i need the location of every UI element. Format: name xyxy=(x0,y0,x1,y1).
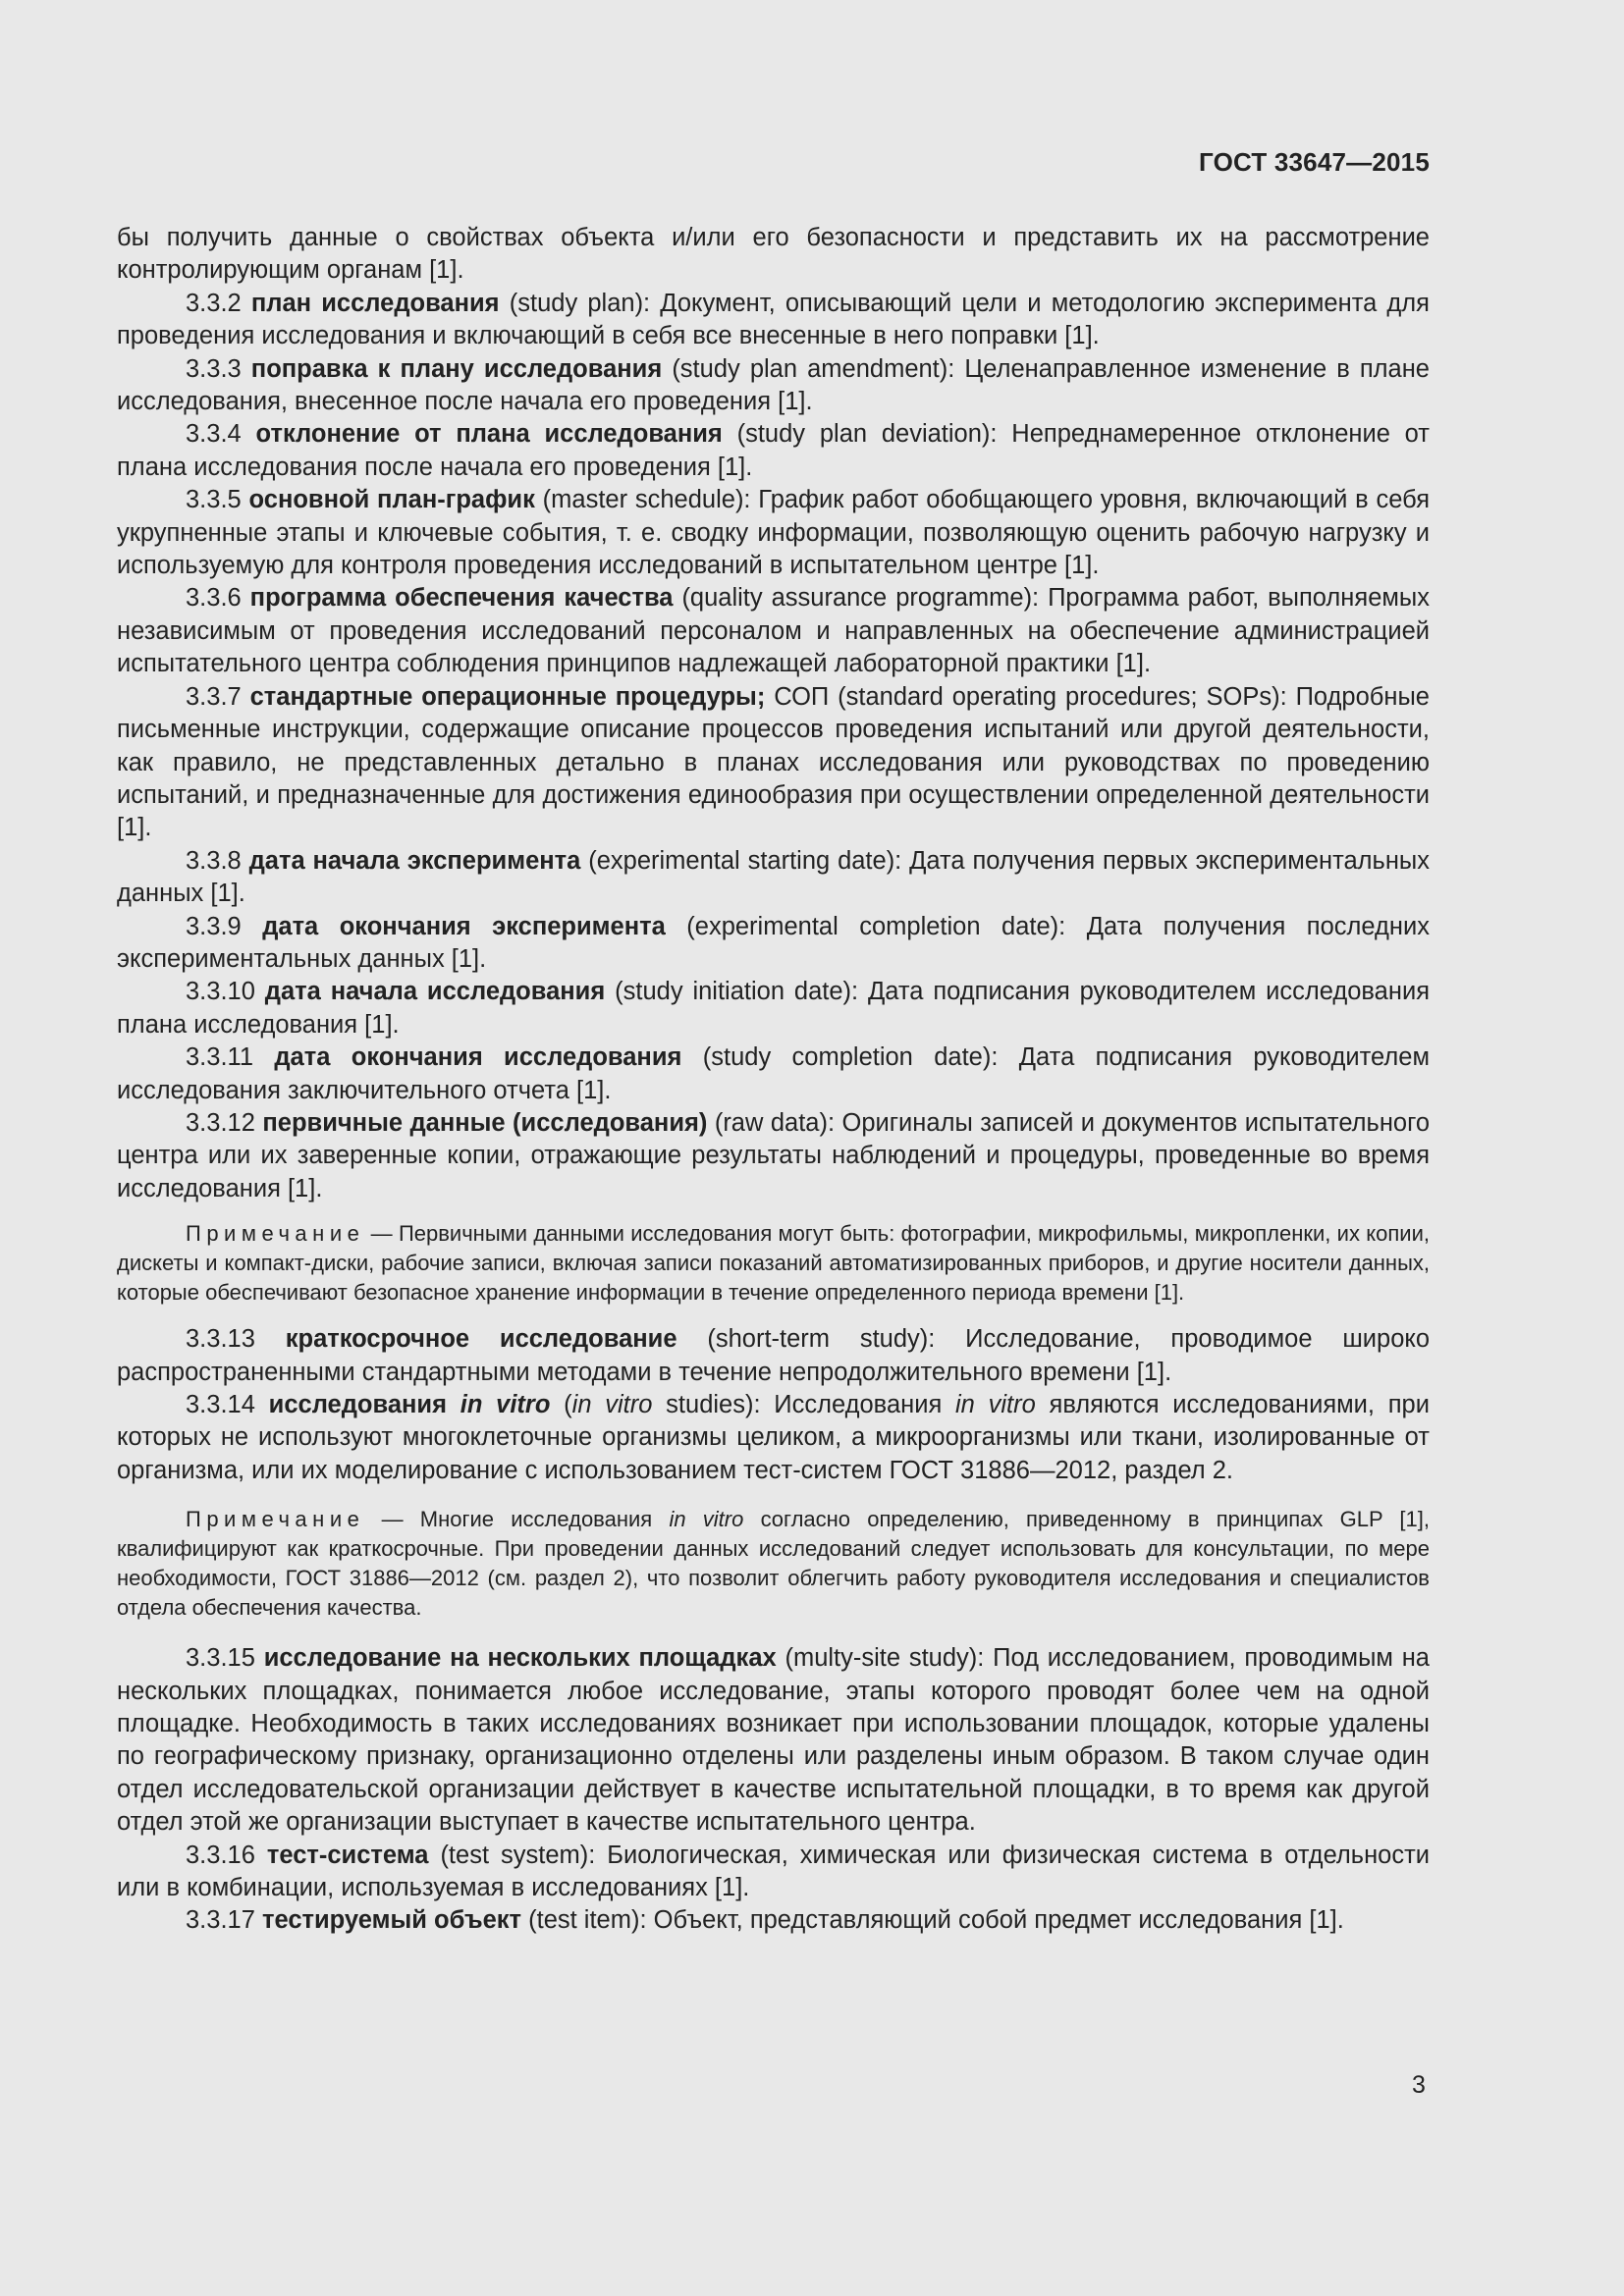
term: дата окончания эксперимента xyxy=(262,912,666,940)
document-body xyxy=(117,222,1430,1938)
term: дата начала исследования xyxy=(264,978,606,1006)
definition-text: (multy-site study): Под исследованием, проводимым на нескольких площадках, понимается любое исследование, этапы которого проводят более чем на одной площадке. Необходимость в таких исследованиях возникает при использовании площадок, которые удалены по географическому признаку, организационно отделены или разделены иным образом. В таком случае один отдел исследовательской организации действует в качестве испытательной площадки, в то время как другой отдел этой же организации выступает в качестве испытательного центра. xyxy=(117,1644,1430,1837)
note-raw-data xyxy=(117,1219,1430,1308)
clause-number: 3.3.8 xyxy=(186,846,242,875)
definition-3-3-15 xyxy=(117,1642,1430,1839)
definition-3-3-6 xyxy=(117,582,1430,680)
clause-number: 3.3.17 xyxy=(186,1906,255,1935)
clause-number: 3.3.14 xyxy=(186,1391,255,1418)
definition-text: (master schedule): График работ обобщающего уровня, включающий в себя укрупненные этапы и ключевые события, т. е. сводку информации, позволяющую оценить рабочую нагрузку и используемую для контроля проведения исследований в испытательном центре [1]. xyxy=(117,486,1430,580)
definition-3-3-4 xyxy=(117,418,1430,484)
note-label: Примечание xyxy=(186,1221,365,1247)
clause-number: 3.3.7 xyxy=(186,682,242,711)
clause-number: 3.3.3 xyxy=(186,354,242,383)
definition-3-3-14: 3.3.14 исследования in vitro (in vitro studies): Исследования in vitro являются исследованиями, при которых не используют многоклеточные организмы целиком, а микроорганизмы или ткани, изолированные от организма, или их моделирование с использованием тест-систем ГОСТ 31886—2012, раздел 2. xyxy=(117,1391,1430,1484)
note-text: — Первичными данными исследования могут быть: фотографии, микрофильмы, микропленки, их копии, дискеты и компакт-диски, рабочие записи, включая записи показаний автоматизированных приборов, и другие носители данных, которые обеспечивают безопасное хранение информации в течение определенного периода времени [1]. xyxy=(117,1221,1430,1306)
term: отклонение от плана исследования xyxy=(255,420,723,449)
definition-3-3-11 xyxy=(117,1041,1430,1107)
clause-number: 3.3.2 xyxy=(186,289,242,317)
term: исследование на нескольких площадках xyxy=(263,1644,777,1673)
note-in-vitro: Примечание — Многие исследования in vitro согласно определению, приведенному в принципах GLP [1], квалифицируют как краткосрочные. При проведении данных исследований следует использовать для консультации, по мере необходимости, ГОСТ 31886—2012 (см. раздел 2), что позволит облегчить работу руководителя исследования и специалистов отдела обеспечения качества. xyxy=(117,1507,1431,1621)
term: поправка к плану исследования xyxy=(250,354,663,383)
clause-number: 3.3.15 xyxy=(186,1644,255,1673)
definition-text: (test item): Объект, представляющий собой предмет исследования [1]. xyxy=(528,1906,1344,1935)
definition-3-3-8 xyxy=(117,845,1430,911)
term: основной план-график xyxy=(248,486,535,514)
term: дата окончания исследования xyxy=(274,1043,682,1072)
definition-text: СОП (standard operating procedures; SOPs): Подробные письменные инструкции, содержащие описание процессов проведения испытаний или другой деятельности, как правило, не представленных детально в планах исследования или руководствах по проведению испытаний, и предназначенные для достижения единообразия при осуществлении определенной деятельности [1]. xyxy=(117,682,1430,842)
definition-text: (study plan): Документ, описывающий цели и методологию эксперимента для проведения исследования и включающий в себя все внесенные в него поправки [1]. xyxy=(117,289,1430,350)
definition-text: (experimental starting date): Дата получения первых экспериментальных данных [1]. xyxy=(117,846,1430,908)
clause-number: 3.3.4 xyxy=(186,420,242,449)
definition-3-3-2 xyxy=(117,288,1430,353)
definition-3-3-10 xyxy=(117,976,1430,1041)
term: стандартные операционные процедуры; xyxy=(249,682,766,711)
clause-number: 3.3.12 xyxy=(186,1108,255,1137)
definition-text: (study plan amendment): Целенаправленное изменение в плане исследования, внесенное после начала его проведения [1]. xyxy=(117,354,1430,416)
definition-3-3-16 xyxy=(117,1840,1430,1905)
term: исследования in vitro xyxy=(268,1391,551,1418)
definition-text: (experimental completion date): Дата получения последних экспериментальных данных [1]. xyxy=(117,912,1430,973)
definition-text: (study completion date): Дата подписания руководителем исследования заключительного отчета [1]. xyxy=(117,1043,1430,1104)
term: тест-система xyxy=(266,1841,429,1869)
definition-3-3-17 xyxy=(117,1904,1430,1937)
term: тестируемый объект xyxy=(262,1906,522,1935)
definition-3-3-12 xyxy=(117,1107,1430,1205)
term: краткосрочное исследование xyxy=(285,1325,677,1354)
clause-number: 3.3.6 xyxy=(186,584,242,613)
document-standard-id: ГОСТ 33647—2015 xyxy=(1199,147,1430,177)
definition-text: (short-term study): Исследование, проводимое широко распространенными стандартными методами в течение непродолжительного времени [1]. xyxy=(117,1325,1431,1386)
definition-3-3-5 xyxy=(117,484,1430,582)
note-label: Примечание xyxy=(186,1507,365,1532)
clause-number: 3.3.9 xyxy=(186,912,242,940)
term: план исследования xyxy=(250,289,500,317)
definition-3-3-7 xyxy=(117,681,1430,845)
clause-number: 3.3.11 xyxy=(186,1043,254,1072)
definition-text: (raw data): Оригиналы записей и документов испытательного центра или их заверенные копии, отражающие результаты наблюдений и процедуры, проведенные во время исследования [1]. xyxy=(117,1108,1431,1202)
clause-number: 3.3.5 xyxy=(186,486,242,514)
definition-text: (test system): Биологическая, химическая или физическая система в отдельности или в комбинации, используемая в исследованиях [1]. xyxy=(117,1841,1431,1902)
clause-number: 3.3.13 xyxy=(186,1325,255,1354)
clause-number: 3.3.16 xyxy=(186,1841,255,1869)
clause-number: 3.3.10 xyxy=(186,978,255,1006)
definition-text: (study plan deviation): Непреднамеренное отклонение от плана исследования после начала его проведения [1]. xyxy=(117,420,1430,481)
term: первичные данные (исследования) xyxy=(262,1108,708,1137)
definition-text: (quality assurance programme): Программа работ, выполняемых независимым от проведения исследований персоналом и направленных на обеспечение администрацией испытательного центра соблюдения принципов надлежащей лабораторной практики [1]. xyxy=(117,584,1430,678)
term: программа обеспечения качества xyxy=(249,584,674,613)
paragraph-continuation: бы получить данные о свойствах объекта и/или его безопасности и представить их на рассмотрение контролирующим органам [1]. xyxy=(117,224,1430,285)
term: дата начала эксперимента xyxy=(248,846,581,875)
definition-3-3-9 xyxy=(117,911,1430,977)
definition-3-3-13 xyxy=(117,1323,1430,1389)
definition-text: (study initiation date): Дата подписания руководителем исследования плана исследования [1]. xyxy=(117,978,1430,1039)
definition-3-3-3 xyxy=(117,353,1430,419)
page-number: 3 xyxy=(1412,2071,1426,2099)
